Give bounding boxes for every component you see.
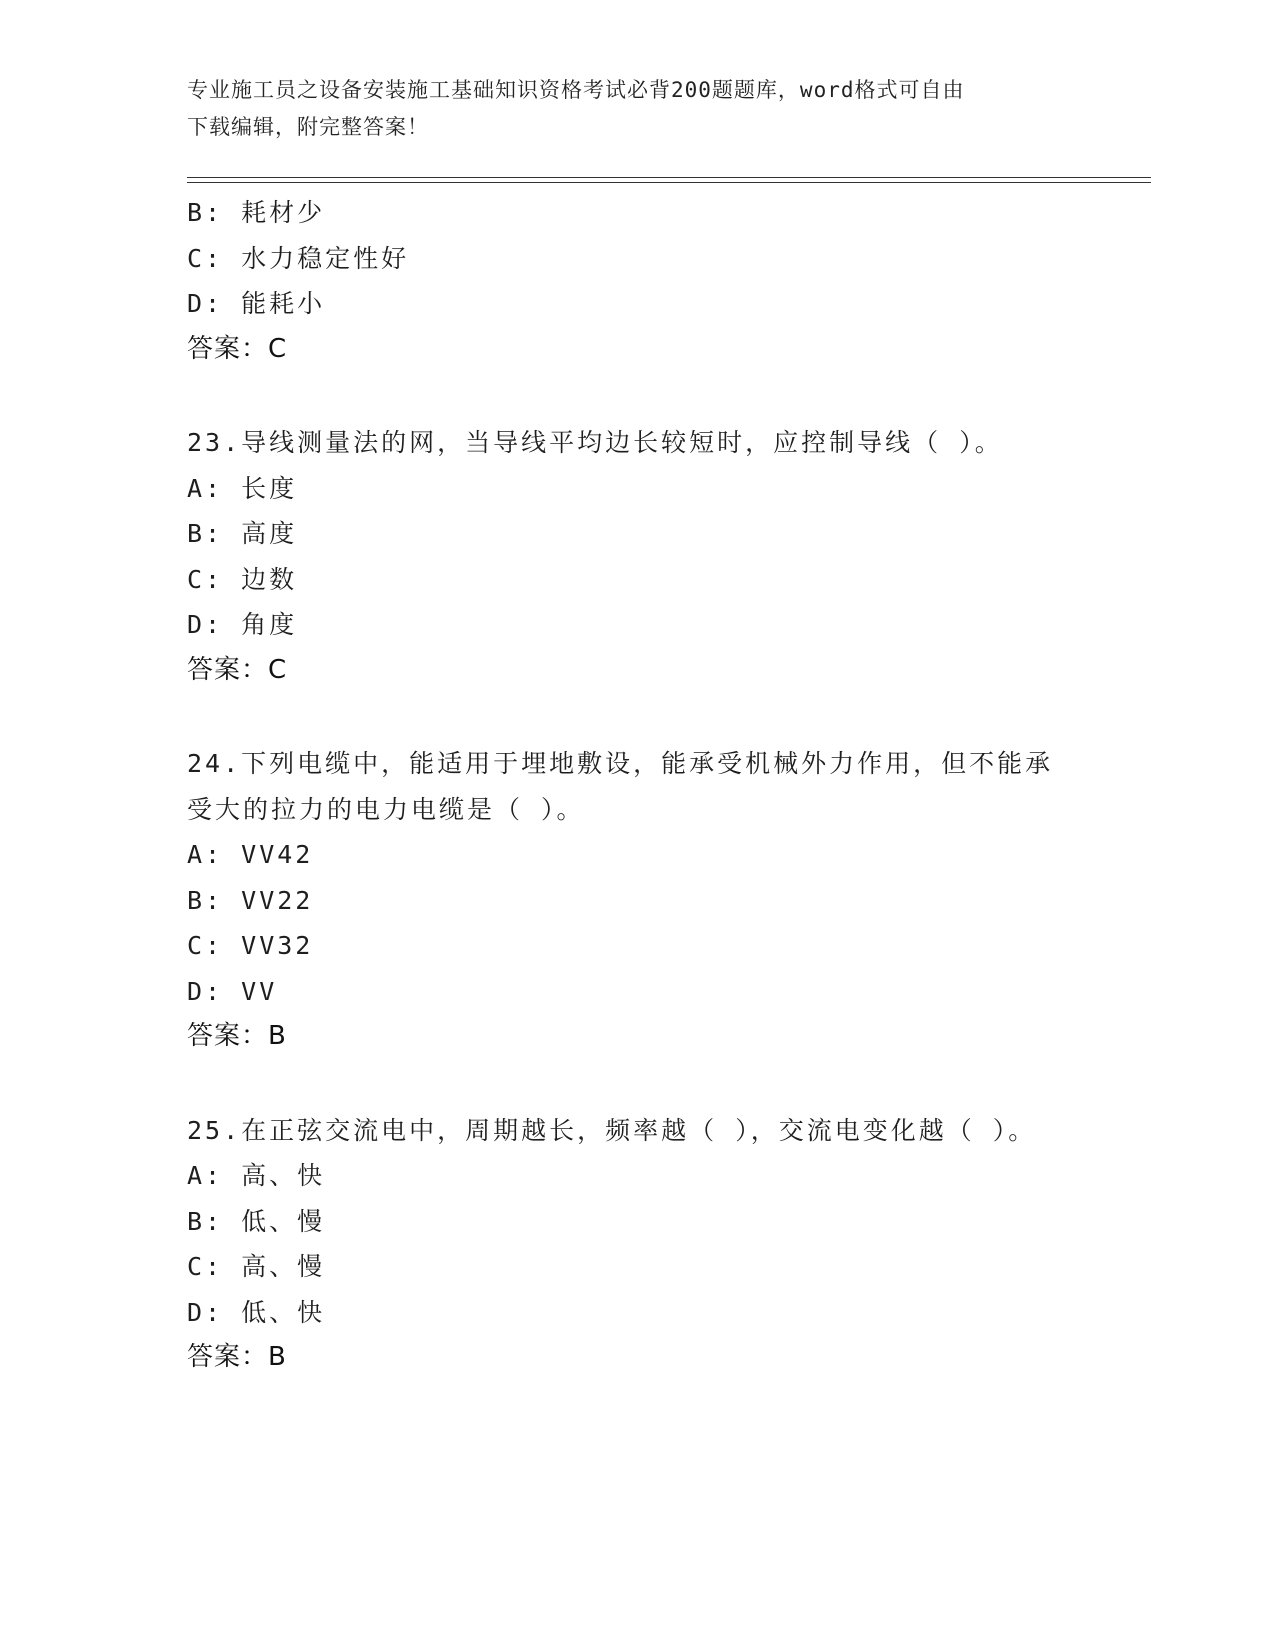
option-b: B: 耗材少 xyxy=(187,198,326,227)
option-d: D: 能耗小 xyxy=(187,289,326,318)
question-text: 23.导线测量法的网，当导线平均边长较短时，应控制导线（ ）。 xyxy=(187,428,1003,457)
question-23 xyxy=(187,420,1087,693)
option-c: C: 边数 xyxy=(187,564,298,594)
option-d: D: 低、快 xyxy=(187,1297,326,1327)
question-list xyxy=(187,190,1087,1381)
question-gap xyxy=(187,372,1087,420)
option-b: B: VV22 xyxy=(187,885,314,915)
question-text-line-1: 24.下列电缆中，能适用于埋地敷设，能承受机械外力作用，但不能承 xyxy=(187,749,1054,778)
answer-line: 答案：C xyxy=(187,333,288,364)
option-a: A: 高、快 xyxy=(187,1161,326,1190)
question-text: 25.在正弦交流电中，周期越长，频率越（ ），交流电变化越（ ）。 xyxy=(187,1115,1037,1145)
question-text-line-2: 受大的拉力的电力电缆是（ ）。 xyxy=(187,794,585,824)
option-a: A: 长度 xyxy=(187,473,298,503)
answer-line: 答案：B xyxy=(187,1021,287,1051)
header-line-2: 下载编辑，附完整答案！ xyxy=(187,115,429,139)
answer-line: 答案：C xyxy=(187,654,288,685)
option-c: C: 水力稳定性好 xyxy=(187,243,410,273)
header-line-1: 专业施工员之设备安装施工基础知识资格考试必背200题题库，word格式可自由 xyxy=(187,78,965,102)
option-b: B: 高度 xyxy=(187,519,298,548)
option-c: C: VV32 xyxy=(187,931,314,960)
question-gap xyxy=(187,693,1087,741)
document-header xyxy=(187,72,1067,146)
option-b: B: 低、慢 xyxy=(187,1206,326,1236)
option-d: D: VV xyxy=(187,976,278,1006)
option-a: A: VV42 xyxy=(187,840,314,869)
question-25 xyxy=(187,1108,1087,1381)
answer-line: 答案：B xyxy=(187,1342,287,1372)
question-24 xyxy=(187,741,1087,1060)
option-d: D: 角度 xyxy=(187,610,298,639)
header-divider-top xyxy=(187,177,1151,178)
question-22-continuation xyxy=(187,190,1087,372)
header-divider-bottom xyxy=(187,182,1151,183)
option-c: C: 高、慢 xyxy=(187,1252,326,1281)
question-gap xyxy=(187,1060,1087,1108)
